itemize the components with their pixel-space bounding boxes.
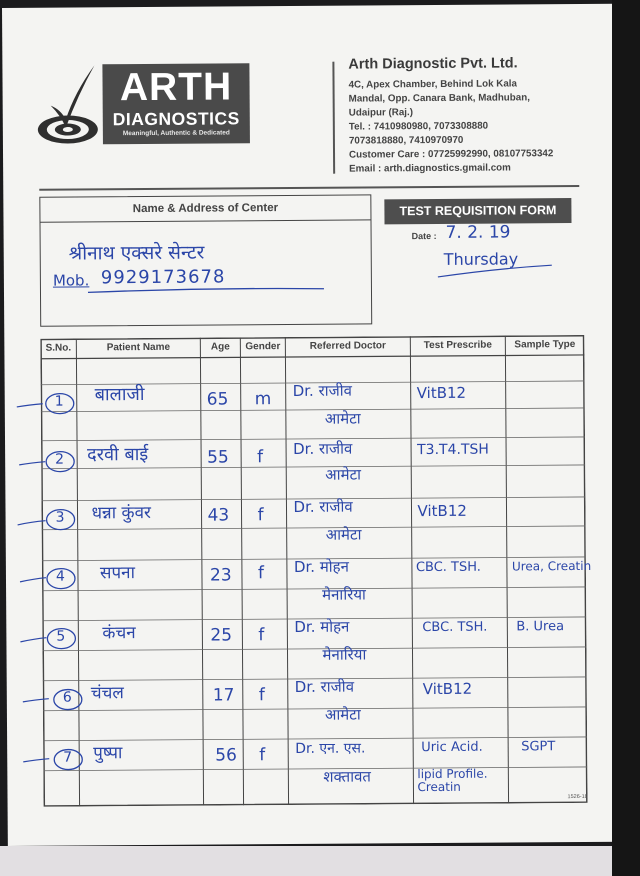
row-patient-name: चंचल	[90, 683, 124, 704]
row-test: VitB12	[417, 501, 467, 521]
header-test-prescribe: Test Prescribe	[423, 339, 492, 352]
row-doctor-line1: Dr. मोहन	[294, 617, 350, 636]
date-label: Date :	[411, 230, 437, 242]
mob-label: Mob.	[52, 271, 90, 290]
row-age: 55	[207, 447, 229, 468]
header-sample-type: Sample Type	[514, 339, 576, 351]
mob-underline	[86, 286, 326, 296]
row-gender: f	[258, 685, 265, 706]
row-gender: f	[257, 563, 265, 584]
header-patient-name: Patient Name	[106, 341, 171, 354]
row-age: 65	[206, 389, 229, 410]
row-gender: f	[259, 745, 266, 766]
row-patient-name: पुष्पा	[93, 743, 123, 764]
background-shadow	[612, 0, 640, 876]
row-sno: 4	[55, 568, 65, 585]
row-doctor-line1: Dr. राजीव	[293, 439, 353, 458]
header-divider	[332, 62, 335, 174]
row-doctor-line1: Dr. मोहन	[293, 557, 350, 576]
center-box	[39, 194, 372, 326]
row-age: 43	[207, 505, 230, 526]
row-doctor-line1: Dr. एन. एस.	[295, 740, 366, 757]
print-code: 1526-18	[567, 793, 588, 801]
row-gender: f	[258, 625, 265, 646]
company-tel-1: Tel. : 7410980980, 7073308880	[348, 120, 489, 133]
row-test: VitB12	[422, 679, 473, 699]
row-doctor-line2: आमेटा	[325, 465, 362, 484]
day-value: Thursday	[443, 249, 519, 269]
patient-table	[40, 335, 592, 807]
row-patient-name: कंचन	[102, 623, 136, 644]
row-sno: 5	[56, 628, 66, 645]
row-test: Uric Acid.	[421, 739, 483, 756]
row-sample: SGPT	[521, 739, 556, 755]
row-test: VitB12	[416, 383, 467, 403]
row-patient-name: धन्ना कुंवर	[91, 502, 152, 524]
form-sheet	[2, 4, 622, 846]
row-age: 17	[212, 685, 235, 706]
row-sno: 2	[55, 451, 65, 468]
brand-logo-box	[102, 63, 250, 144]
row-age: 23	[209, 565, 232, 586]
row-patient-name: सपना	[99, 563, 136, 584]
row-sno: 3	[55, 509, 65, 526]
row-gender: m	[254, 389, 272, 410]
company-name: Arth Diagnostic Pvt. Ltd.	[348, 55, 518, 73]
company-address-1: 4C, Apex Chamber, Behind Lok Kala	[348, 78, 517, 91]
company-address-3: Udaipur (Raj.)	[348, 107, 414, 119]
header-referred-doctor: Referred Doctor	[309, 340, 386, 352]
row-doctor-line2: मेनारिया	[322, 585, 366, 604]
center-name-handwritten: श्रीनाथ एक्सरे सेन्टर	[68, 241, 205, 265]
row-sno: 6	[62, 689, 72, 706]
company-tel-2: 7073818880, 7410970970	[348, 134, 464, 147]
date-value: 7. 2. 19	[445, 222, 511, 243]
row-doctor-line2: शक्तावत	[323, 767, 372, 786]
row-sno: 1	[54, 393, 64, 410]
company-address-2: Mandal, Opp. Canara Bank, Madhuban,	[348, 92, 530, 105]
row-gender: f	[257, 505, 264, 526]
header-rule	[39, 185, 579, 191]
margin-pen-strokes	[15, 395, 52, 775]
brand-tagline: Meaningful, Authentic & Dedicated	[122, 129, 230, 138]
row-doctor-line1: Dr. राजीव	[292, 381, 353, 400]
brand-main-text: ARTH	[119, 65, 233, 110]
row-sno: 7	[63, 749, 73, 766]
row-patient-name: बालाजी	[94, 384, 145, 406]
row-age: 25	[210, 625, 233, 646]
row-gender: f	[257, 447, 264, 468]
row-sample: Urea, Creatin	[511, 558, 592, 574]
row-test: CBC. TSH.	[415, 559, 481, 576]
brand-sub-text: DIAGNOSTICS	[112, 108, 240, 130]
company-email: Email : arth.diagnostics.gmail.com	[349, 162, 511, 175]
form-title-banner: TEST REQUISITION FORM	[384, 198, 571, 224]
row-age: 56	[215, 745, 237, 766]
header-gender: Gender	[245, 341, 281, 353]
company-customer-care: Customer Care : 07725992990, 08107753342	[348, 148, 554, 161]
row-doctor-line1: Dr. राजीव	[293, 497, 353, 516]
center-title: Name & Address of Center	[40, 195, 370, 222]
mob-value: 9929173678	[100, 266, 226, 289]
row-doctor-line2: आमेटा	[324, 409, 361, 428]
row-test: T3.T4.TSH	[417, 441, 489, 459]
header-age: Age	[210, 341, 230, 353]
row-doctor-line2: आमेटा	[325, 525, 362, 544]
row-test-line2: lipid Profile. Creatin	[417, 766, 488, 795]
row-patient-name: दरवी बाई	[87, 443, 149, 466]
header-sno: S.No.	[45, 342, 72, 354]
row-sample: B. Urea	[516, 619, 565, 635]
row-doctor-line2: मेनारिया	[322, 645, 367, 664]
row-doctor-line1: Dr. राजीव	[294, 677, 355, 696]
row-test: CBC. TSH.	[422, 619, 488, 636]
row-doctor-line2: आमेटा	[324, 705, 361, 724]
day-underline	[436, 262, 556, 281]
background-surface	[0, 846, 640, 876]
